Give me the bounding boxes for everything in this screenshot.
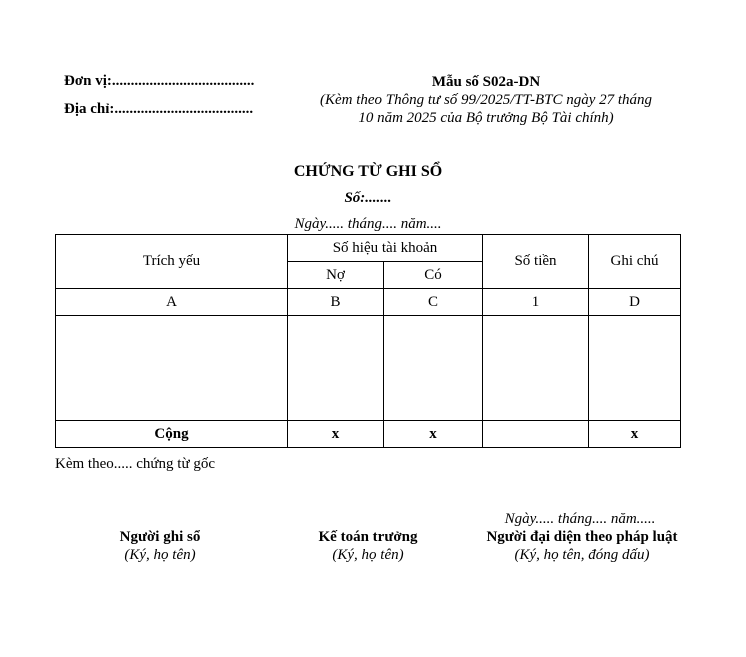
total-debit: x [288,421,384,448]
signature-legal-representative [470,528,694,564]
chief-accountant-hint: (Ký, họ tên) [332,547,404,563]
legal-rep-hint: (Ký, họ tên, đóng dấu) [514,547,650,563]
chief-accountant-title: Kế toán trưởng [318,529,418,545]
code-c: C [384,289,483,316]
signature-recorder [60,528,260,564]
unit-label: Đơn vị: [64,73,112,89]
address-field [64,101,253,118]
code-d: D [589,289,681,316]
entry-amount-cell[interactable] [483,316,589,421]
form-note-line-1: (Kèm theo Thông tư số 99/2025/TT-BTC ngày 27 tháng [319,92,653,108]
code-1: 1 [483,289,589,316]
code-a: A [56,289,288,316]
header-summary: Trích yếu [56,235,288,289]
document-date: Ngày..... tháng.... năm.... [294,216,442,232]
total-credit: x [384,421,483,448]
form-reference [300,73,672,127]
recorder-hint: (Ký, họ tên) [124,547,196,563]
total-label: Cộng [56,421,288,448]
signature-date: Ngày..... tháng.... năm..... [504,511,656,527]
header-debit: Nợ [288,262,384,289]
total-note: x [589,421,681,448]
total-amount[interactable] [483,421,589,448]
ledger-table [55,234,681,448]
unit-field [64,73,254,90]
unit-dots: ...................................... [111,73,255,89]
legal-rep-title: Người đại diện theo pháp luật [486,529,678,545]
header-credit: Có [384,262,483,289]
form-code: Mẫu số S02a-DN [431,74,541,90]
document-number: Số:....... [344,190,392,206]
entry-note-cell[interactable] [589,316,681,421]
address-label: Địa chỉ: [64,101,115,117]
header-note: Ghi chú [589,235,681,289]
table-row [56,316,681,421]
recorder-title: Người ghi sổ [119,529,201,545]
document-title: CHỨNG TỪ GHI SỔ [293,163,443,180]
header-account-group: Số hiệu tài khoản [288,235,483,262]
entry-credit-cell[interactable] [384,316,483,421]
address-dots: ..................................... [114,101,254,117]
signature-chief-accountant [268,528,468,564]
attachment-note: Kèm theo..... chứng từ gốc [55,456,215,472]
entry-debit-cell[interactable] [288,316,384,421]
header-amount: Số tiền [483,235,589,289]
code-b: B [288,289,384,316]
form-note-line-2: 10 năm 2025 của Bộ trưởng Bộ Tài chính) [358,110,614,126]
entry-summary-cell[interactable] [56,316,288,421]
